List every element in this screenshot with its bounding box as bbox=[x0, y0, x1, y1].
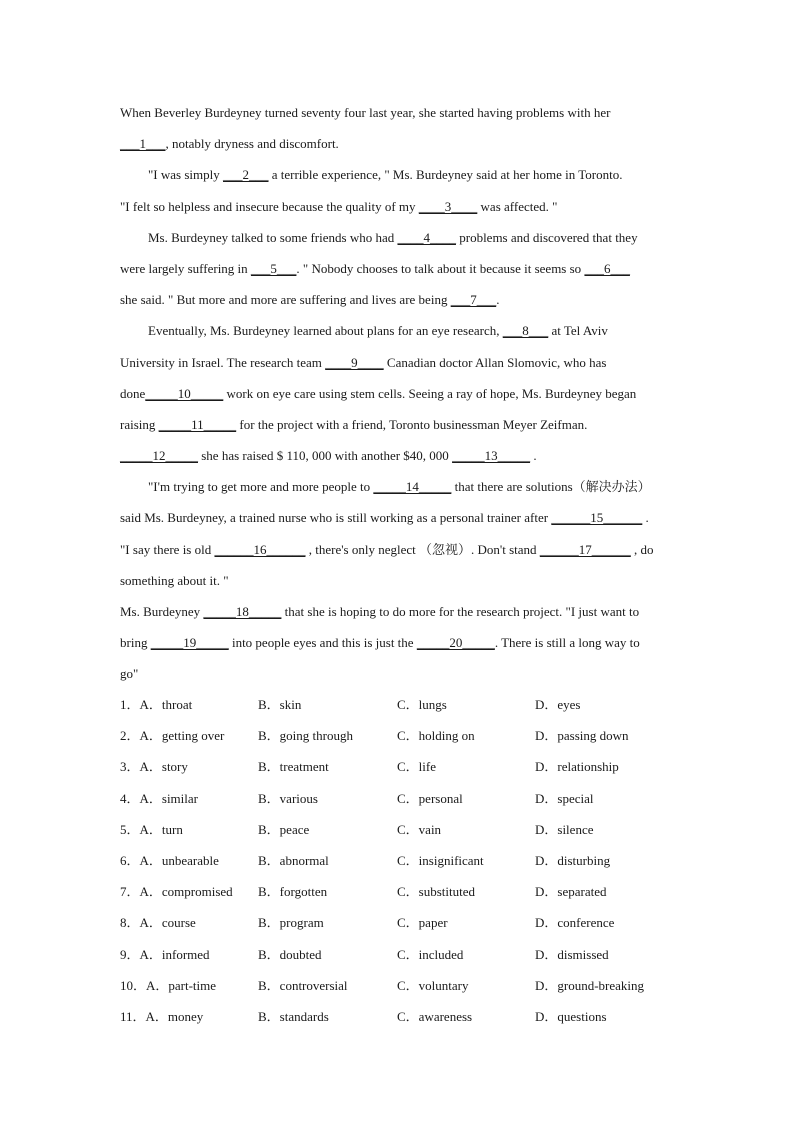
option-row-10 bbox=[120, 970, 720, 1001]
option-row-4 bbox=[120, 783, 720, 814]
text: . bbox=[530, 448, 537, 464]
option-d: D．dismissed bbox=[535, 946, 609, 962]
options-list bbox=[120, 689, 720, 1032]
option-b: B．various bbox=[258, 790, 318, 806]
text: , there's only neglect （忽视）. Don't stand bbox=[305, 541, 540, 557]
text: raising bbox=[120, 416, 159, 432]
blank-10: _____10_____ bbox=[145, 385, 224, 401]
option-b: B．abnormal bbox=[258, 852, 329, 868]
passage-line bbox=[120, 409, 700, 440]
option-b: B．peace bbox=[258, 821, 310, 837]
option-c: C．paper bbox=[397, 915, 448, 931]
blank-11: _____11_____ bbox=[158, 416, 237, 432]
option-row-5 bbox=[120, 814, 720, 845]
text: . " Nobody chooses to talk about it because it seems so bbox=[296, 260, 585, 276]
blank-15: ______15______ bbox=[551, 510, 643, 526]
blank-4: ____4____ bbox=[397, 229, 456, 245]
option-c: C．awareness bbox=[397, 1008, 473, 1024]
passage-line bbox=[120, 97, 700, 128]
passage-line bbox=[120, 596, 700, 627]
passage-line bbox=[120, 347, 700, 378]
option-d: D．passing down bbox=[535, 728, 629, 744]
text: Canadian doctor Allan Slomovic, who has bbox=[383, 354, 607, 370]
text: "I'm trying to get more and more people to bbox=[148, 479, 374, 495]
text: bring bbox=[120, 635, 151, 651]
option-d: D．eyes bbox=[535, 697, 581, 712]
option-c: C．insignificant bbox=[397, 852, 484, 868]
option-c: C．life bbox=[397, 759, 436, 775]
option-b: B．controversial bbox=[258, 977, 348, 993]
blank-13: _____13_____ bbox=[452, 448, 531, 464]
passage-line bbox=[120, 253, 700, 284]
option-d: D．special bbox=[535, 790, 594, 806]
option-c: C．included bbox=[397, 946, 464, 962]
option-c: C．vain bbox=[397, 821, 442, 837]
text: that there are solutions（解决办法） bbox=[451, 479, 651, 495]
option-b: B．treatment bbox=[258, 759, 329, 775]
option-c: C．holding on bbox=[397, 728, 475, 744]
text: was affected. " bbox=[477, 198, 558, 214]
text: into people eyes and this is just the bbox=[228, 635, 417, 651]
text: "I felt so helpless and insecure because the quality of my bbox=[120, 198, 419, 214]
option-a: 8．A．course bbox=[120, 915, 196, 931]
blank-14: _____14_____ bbox=[373, 479, 452, 495]
blank-16: ______16______ bbox=[214, 541, 306, 557]
option-b: B．doubted bbox=[258, 946, 322, 962]
text: "I say there is old bbox=[120, 541, 215, 557]
passage-line bbox=[120, 222, 700, 253]
text: . bbox=[496, 292, 500, 308]
option-d: D．conference bbox=[535, 915, 615, 931]
text: Ms. Burdeyney bbox=[120, 604, 204, 619]
blank-12: _____12_____ bbox=[120, 448, 198, 464]
text: said Ms. Burdeyney, a trained nurse who is still working as a personal trainer after bbox=[120, 510, 552, 526]
blank-3: ____3____ bbox=[418, 198, 478, 214]
text: done bbox=[120, 385, 146, 401]
option-c: C．voluntary bbox=[397, 977, 469, 993]
option-d: D．ground-breaking bbox=[535, 977, 645, 993]
option-row-7 bbox=[120, 876, 720, 907]
text: Eventually, Ms. Burdeyney learned about plans for an eye research, bbox=[148, 323, 503, 339]
option-c: C．personal bbox=[397, 790, 463, 806]
passage-line bbox=[120, 284, 700, 315]
passage-line bbox=[120, 565, 700, 596]
option-d: D．separated bbox=[535, 884, 607, 900]
option-d: D．relationship bbox=[535, 759, 619, 775]
option-a: 2．A．getting over bbox=[120, 728, 225, 744]
text: she has raised $ 110, 000 with another $40, 000 bbox=[198, 448, 453, 464]
text: were largely suffering in bbox=[120, 260, 251, 276]
text: that she is hoping to do more for the research project. "I just want to bbox=[281, 604, 640, 619]
passage-line bbox=[120, 658, 700, 689]
option-a: 11．A．money bbox=[120, 1008, 204, 1024]
passage-line bbox=[120, 440, 700, 471]
passage-line bbox=[120, 128, 700, 159]
blank-17: ______17______ bbox=[539, 541, 631, 557]
option-row-2 bbox=[120, 720, 720, 751]
option-b: B．skin bbox=[258, 697, 302, 712]
text: at Tel Aviv bbox=[548, 323, 608, 339]
text: a terrible experience, " Ms. Burdeyney said at her home in Toronto. bbox=[268, 167, 623, 183]
passage-line bbox=[120, 534, 700, 565]
option-row-6 bbox=[120, 845, 720, 876]
option-a: 9．A．informed bbox=[120, 946, 210, 962]
text: . There is still a long way to bbox=[494, 635, 640, 651]
text: work on eye care using stem cells. Seeing a ray of hope, Ms. Burdeyney began bbox=[223, 385, 637, 401]
blank-18: _____18_____ bbox=[203, 604, 282, 619]
blank-1: ___1___ bbox=[120, 136, 166, 152]
blank-9: ____9____ bbox=[325, 354, 384, 370]
passage-line bbox=[120, 378, 700, 409]
passage-line bbox=[120, 159, 700, 190]
option-a: 4．A．similar bbox=[120, 790, 198, 806]
option-b: B．program bbox=[258, 915, 324, 931]
text: , do bbox=[630, 541, 654, 557]
option-b: B．forgotten bbox=[258, 884, 328, 900]
option-b: B．going through bbox=[258, 728, 353, 744]
option-b: B．standards bbox=[258, 1008, 329, 1024]
text: go" bbox=[120, 666, 139, 682]
option-a: 7．A．compromised bbox=[120, 884, 233, 900]
option-row-11 bbox=[120, 1001, 720, 1032]
option-row-1 bbox=[120, 689, 720, 720]
option-d: D．silence bbox=[535, 821, 594, 837]
passage-line bbox=[120, 627, 700, 658]
option-c: C．substituted bbox=[397, 884, 476, 900]
blank-20: _____20_____ bbox=[416, 635, 495, 651]
passage-line bbox=[120, 315, 700, 346]
option-row-9 bbox=[120, 939, 720, 970]
text: University in Israel. The research team bbox=[120, 354, 326, 370]
text: , notably dryness and discomfort. bbox=[165, 136, 339, 152]
passage-line bbox=[120, 502, 700, 533]
option-a: 5．A．turn bbox=[120, 821, 183, 837]
option-a: 6．A．unbearable bbox=[120, 852, 219, 868]
passage bbox=[120, 97, 700, 690]
text: When Beverley Burdeyney turned seventy four last year, she started having problems with her bbox=[120, 105, 611, 120]
option-a: 1．A．throat bbox=[120, 697, 193, 712]
text: for the project with a friend, Toronto businessman Meyer Zeifman. bbox=[236, 416, 588, 432]
option-a: 3．A．story bbox=[120, 759, 188, 775]
option-d: D．questions bbox=[535, 1008, 607, 1024]
text: something about it. " bbox=[120, 572, 229, 588]
blank-19: _____19_____ bbox=[150, 635, 229, 651]
blank-6: ___6___ bbox=[584, 260, 630, 276]
passage-line bbox=[120, 471, 700, 502]
text: problems and discovered that they bbox=[455, 229, 638, 245]
passage-line bbox=[120, 191, 700, 222]
blank-2: ___2___ bbox=[223, 167, 269, 183]
option-row-3 bbox=[120, 751, 720, 782]
text: "I was simply bbox=[148, 167, 223, 183]
option-a: 10．A．part-time bbox=[120, 977, 217, 993]
blank-7: ___7___ bbox=[450, 292, 497, 308]
blank-8: ___8___ bbox=[502, 323, 549, 339]
text: . bbox=[642, 510, 649, 526]
text: she said. " But more and more are suffering and lives are being bbox=[120, 292, 451, 308]
option-d: D．disturbing bbox=[535, 852, 611, 868]
option-c: C．lungs bbox=[397, 697, 447, 712]
option-row-8 bbox=[120, 907, 720, 938]
text: Ms. Burdeyney talked to some friends who had bbox=[148, 229, 398, 245]
blank-5: ___5___ bbox=[250, 260, 297, 276]
